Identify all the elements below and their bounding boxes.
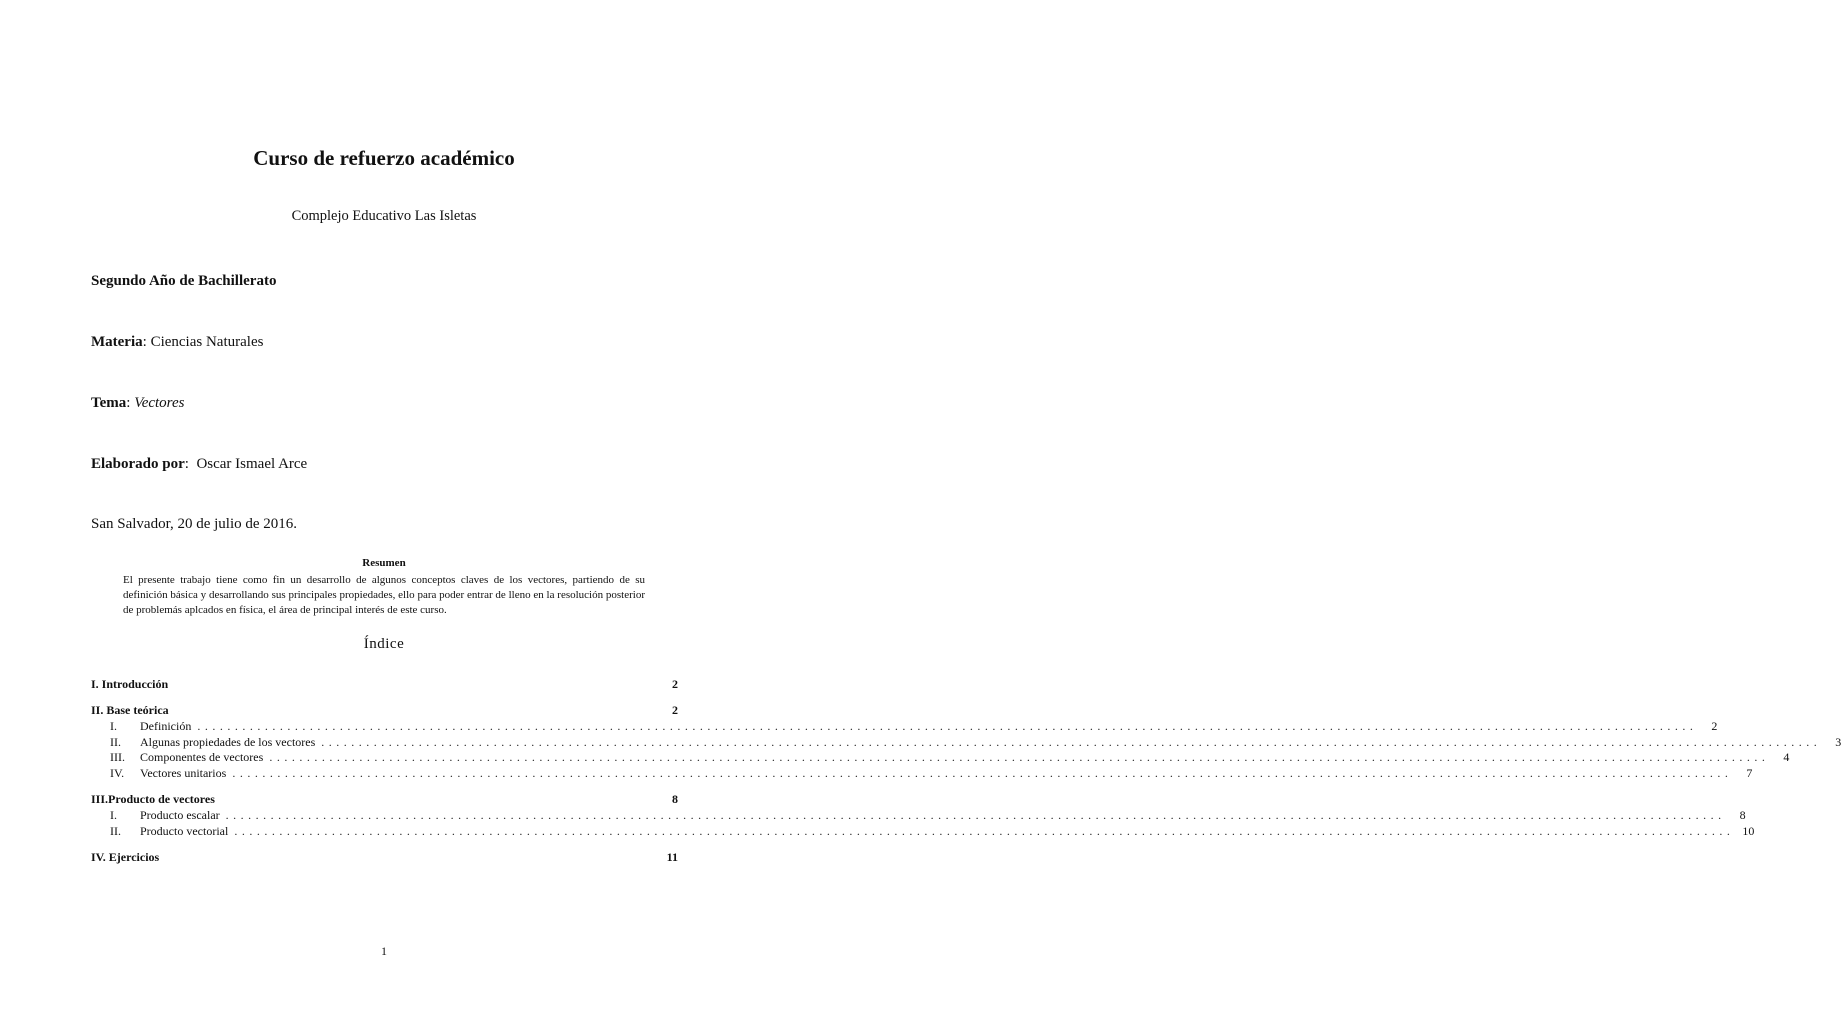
- topic-label: Tema: [91, 395, 127, 411]
- toc-leader-dots: ........................................................................................................................................................................................................: [234, 823, 1735, 838]
- toc-section-title: [91, 677, 168, 692]
- toc-subsection-page: 7: [1746, 765, 1753, 780]
- document-title: Curso de refuerzo académico: [253, 146, 515, 170]
- toc-section-label: Base teórica: [106, 703, 169, 717]
- toc-subsection-label: Vectores unitarios: [140, 765, 227, 780]
- toc-section-page: 11: [666, 850, 678, 864]
- toc-subsection-label: Producto escalar: [140, 808, 220, 822]
- author-label: Elaborado por: [91, 456, 185, 472]
- toc-heading: Índice: [363, 636, 405, 652]
- subject-label: Materia: [91, 334, 143, 350]
- institution-name: Complejo Educativo Las Isletas: [291, 208, 477, 224]
- subject-line: Materia: Ciencias Naturales: [91, 334, 264, 350]
- toc-subsection-number: IV.: [110, 765, 125, 780]
- toc-section[interactable]: [91, 850, 678, 865]
- toc-subsection-label: Algunas propiedades de los vectores: [140, 734, 316, 749]
- topic-value: Vectores: [134, 395, 185, 411]
- toc-subsection-page: 8: [1739, 808, 1746, 822]
- author-line: Elaborado por: Oscar Ismael Arce: [91, 456, 308, 472]
- toc-subsection-page: 3: [1835, 734, 1841, 749]
- toc-section-page: 2: [672, 677, 678, 691]
- toc-subsection-page: 10: [1742, 823, 1755, 838]
- toc-section[interactable]: [91, 703, 678, 718]
- toc-section-label: Producto de vectores: [108, 792, 215, 806]
- toc-section-page: 2: [672, 703, 678, 717]
- topic-line: Tema: Vectores: [91, 395, 185, 411]
- grade-line: [91, 273, 276, 290]
- toc-section-title: [91, 792, 215, 807]
- toc-section-number: III.: [91, 792, 109, 806]
- toc-subsection[interactable]: [110, 823, 1755, 839]
- toc-section-number: IV.: [91, 850, 106, 864]
- toc-section-title: [91, 850, 159, 865]
- toc-subsection-page: 2: [1711, 719, 1718, 733]
- toc-subsection-label: Definición: [140, 719, 192, 733]
- toc-leader-dots: ........................................................................................................................................................................................................: [197, 719, 1698, 733]
- toc-subsection-number: II.: [110, 823, 121, 838]
- toc-section-number: II.: [91, 703, 104, 717]
- abstract-text: El presente trabajo tiene como fin un desarrollo de algunos conceptos claves de los vectores, partiendo de su definición básica y desarrollando sus principales propiedades, ello para poder entrar de lleno en la resolución posterior de problemás aplcados en física, el área de principal interés de este curso.: [123, 574, 645, 616]
- toc-subsection-label: Producto vectorial: [140, 823, 229, 838]
- toc-subsection-number: III.: [110, 750, 125, 764]
- toc-leader-dots: ........................................................................................................................................................................................................: [232, 765, 1733, 780]
- toc-leader-dots: ........................................................................................................................................................................................................: [269, 750, 1770, 764]
- toc-subsection[interactable]: [110, 719, 1718, 734]
- page-number: 1: [381, 944, 387, 958]
- toc-section[interactable]: [91, 792, 678, 807]
- abstract-heading: Resumen: [362, 557, 406, 569]
- toc-leader-dots: ........................................................................................................................................................................................................: [321, 734, 1822, 749]
- toc-subsection[interactable]: [110, 808, 1746, 823]
- toc-section-title: [91, 703, 169, 718]
- grade-text: Segundo Año de Bachillerato: [91, 273, 277, 289]
- toc-subsection[interactable]: [110, 750, 1790, 765]
- toc-subsection[interactable]: [110, 765, 1753, 781]
- toc-subsection[interactable]: [110, 734, 1841, 750]
- toc-section-page: 8: [672, 792, 678, 806]
- toc-section[interactable]: [91, 677, 678, 692]
- toc-leader-dots: ........................................................................................................................................................................................................: [225, 808, 1726, 822]
- subject-value: Ciencias Naturales: [150, 334, 264, 350]
- toc-section-number: I.: [91, 677, 99, 691]
- toc-subsection-number: II.: [110, 734, 121, 749]
- toc-subsection-number: I.: [110, 808, 117, 822]
- toc-section-label: Introducción: [101, 677, 169, 691]
- author-value: Oscar Ismael Arce: [196, 456, 308, 472]
- place-date: San Salvador, 20 de julio de 2016.: [91, 516, 298, 532]
- toc-section-label: Ejercicios: [108, 850, 160, 864]
- toc-subsection-label: Componentes de vectores: [140, 750, 264, 764]
- toc-subsection-page: 4: [1783, 750, 1790, 764]
- toc-subsection-number: I.: [110, 719, 117, 733]
